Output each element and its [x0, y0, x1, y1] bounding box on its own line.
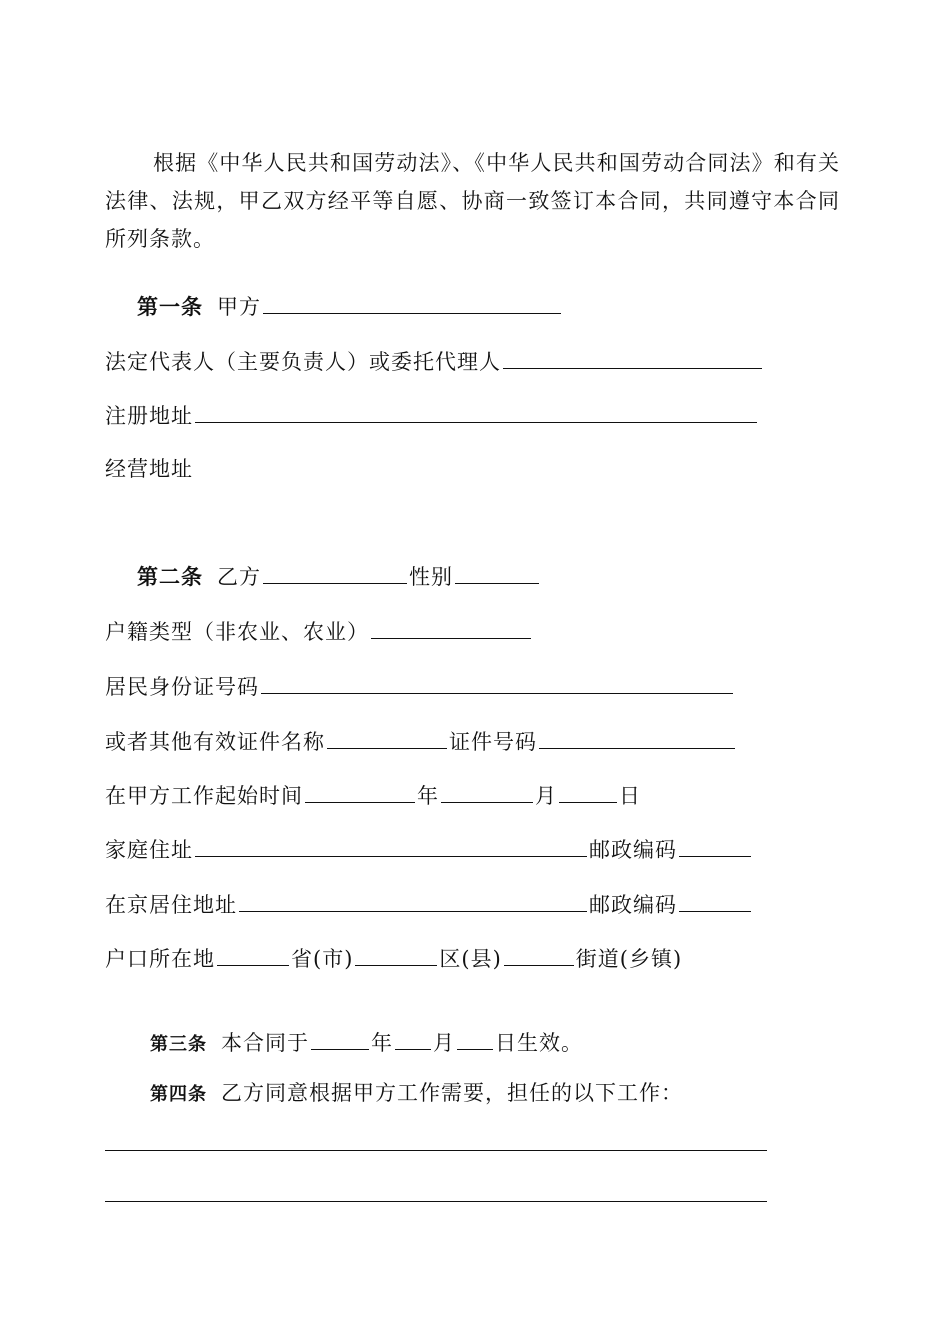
intro-text: 根据《中华人民共和国劳动法》、《中华人民共和国劳动合同法》和有关法律、法规，甲乙双方经平等自愿、协商一致签订本合同，共同遵守本合同所列条款。 — [105, 151, 840, 251]
id-no-label: 证件号码 — [449, 730, 537, 754]
start-year-label: 年 — [417, 784, 439, 808]
rep-line — [105, 346, 764, 376]
id-line — [105, 671, 735, 701]
art4-heading: 第四条 — [150, 1084, 207, 1105]
home-addr-blank[interactable] — [195, 834, 587, 857]
party-a-label: 甲方 — [217, 295, 261, 319]
district-label: 区(县) — [439, 947, 502, 971]
eff-year-label: 年 — [371, 1031, 393, 1055]
hukou-loc-label: 户口所在地 — [105, 947, 215, 971]
art1-party-line — [137, 291, 563, 321]
art3-prefix: 本合同于 — [221, 1031, 309, 1055]
hukou-type-line — [105, 616, 533, 646]
start-month-blank[interactable] — [441, 780, 533, 803]
bj-postcode-blank[interactable] — [679, 889, 751, 912]
eff-year-blank[interactable] — [311, 1027, 369, 1050]
bj-addr-label: 在京居住地址 — [105, 893, 237, 917]
reg-addr-blank[interactable] — [195, 400, 757, 423]
party-b-label: 乙方 — [217, 565, 261, 589]
start-date-line — [105, 780, 641, 810]
home-postcode-label: 邮政编码 — [589, 838, 677, 862]
biz-addr-label: 经营地址 — [105, 457, 193, 481]
hukou-type-label: 户籍类型（非农业、农业） — [105, 620, 369, 644]
gender-label: 性别 — [409, 565, 453, 589]
start-day-blank[interactable] — [559, 780, 617, 803]
home-addr-line — [105, 834, 753, 864]
job-blank-line-2[interactable] — [105, 1201, 767, 1202]
job-blank-line-1[interactable] — [105, 1150, 767, 1151]
art2-party-line — [137, 561, 541, 591]
art3-heading: 第三条 — [150, 1034, 207, 1055]
start-year-blank[interactable] — [305, 780, 415, 803]
art4-line — [150, 1079, 683, 1109]
art2-heading: 第二条 — [137, 565, 203, 589]
eff-month-label: 月 — [433, 1031, 455, 1055]
biz-addr-line — [105, 455, 193, 483]
province-label: 省(市) — [291, 947, 354, 971]
bj-postcode-label: 邮政编码 — [589, 893, 677, 917]
gender-blank[interactable] — [455, 561, 539, 584]
id-blank[interactable] — [261, 671, 733, 694]
party-a-blank[interactable] — [263, 291, 561, 314]
other-id-label: 或者其他有效证件名称 — [105, 730, 325, 754]
id-no-blank[interactable] — [539, 726, 735, 749]
art3-line — [150, 1027, 583, 1059]
province-blank[interactable] — [217, 943, 289, 966]
hukou-loc-line — [105, 943, 682, 973]
bj-addr-line — [105, 889, 753, 919]
start-label: 在甲方工作起始时间 — [105, 784, 303, 808]
art1-heading: 第一条 — [137, 295, 203, 319]
other-id-line — [105, 726, 737, 756]
art4-text: 乙方同意根据甲方工作需要，担任的以下工作： — [221, 1081, 683, 1105]
reg-addr-label: 注册地址 — [105, 404, 193, 428]
other-id-blank[interactable] — [327, 726, 447, 749]
home-addr-label: 家庭住址 — [105, 838, 193, 862]
id-label: 居民身份证号码 — [105, 675, 259, 699]
intro-paragraph — [105, 144, 840, 258]
rep-label: 法定代表人（主要负责人）或委托代理人 — [105, 350, 501, 374]
street-label: 街道(乡镇) — [575, 947, 683, 971]
home-postcode-blank[interactable] — [679, 834, 751, 857]
street-blank[interactable] — [504, 943, 574, 966]
party-b-blank[interactable] — [263, 561, 407, 584]
rep-blank[interactable] — [503, 346, 762, 369]
reg-addr-line — [105, 400, 759, 430]
bj-addr-blank[interactable] — [239, 889, 587, 912]
eff-month-blank[interactable] — [395, 1027, 431, 1050]
eff-day-blank[interactable] — [457, 1027, 493, 1050]
hukou-type-blank[interactable] — [371, 616, 531, 639]
art3-suffix: 日生效。 — [495, 1031, 583, 1055]
district-blank[interactable] — [355, 943, 437, 966]
start-month-label: 月 — [535, 784, 557, 808]
start-day-label: 日 — [619, 784, 641, 808]
